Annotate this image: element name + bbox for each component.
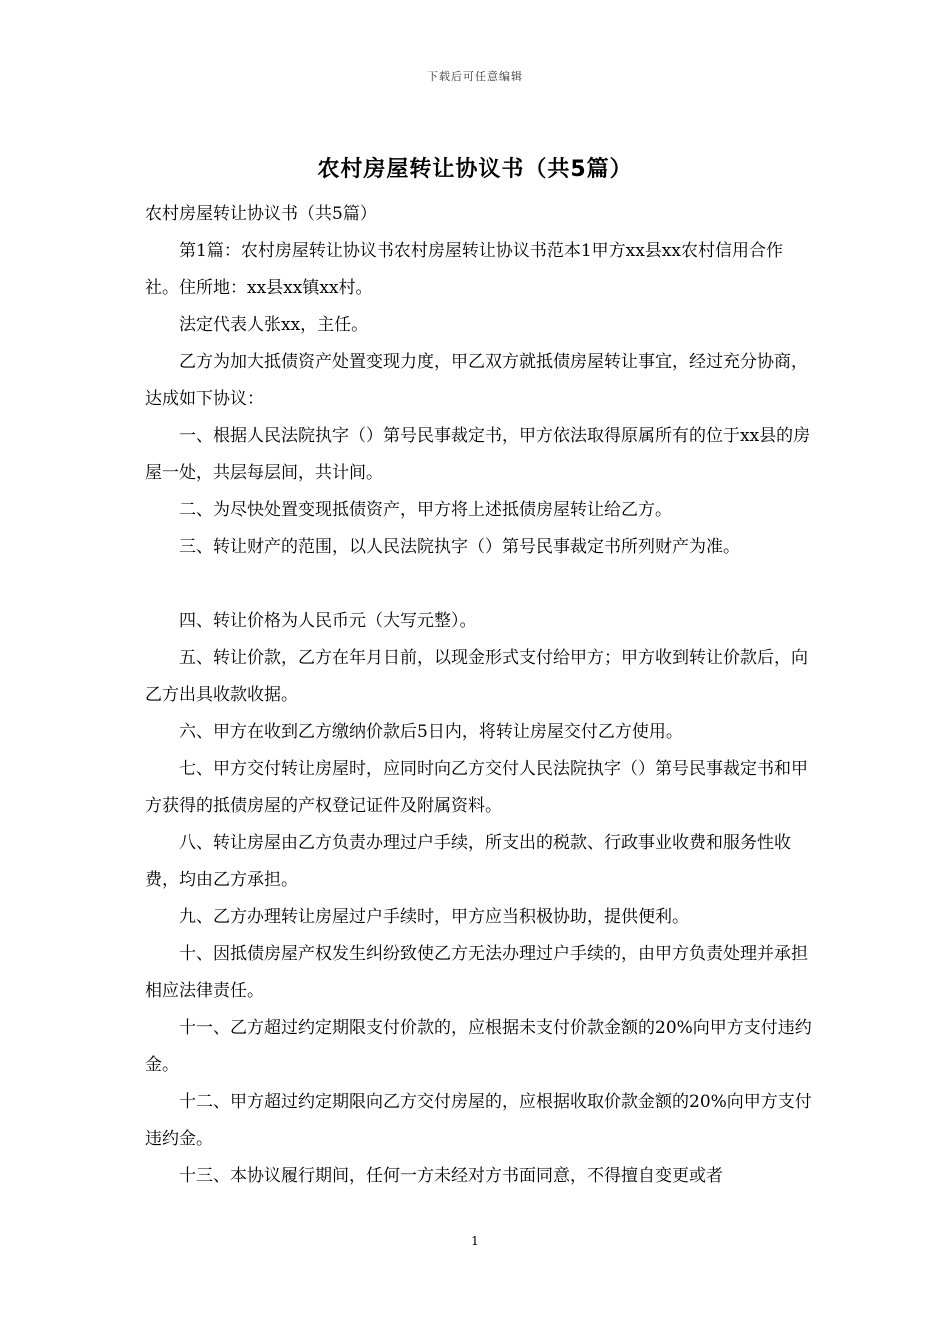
- paragraph-gap: [145, 566, 813, 603]
- document-body: [145, 196, 813, 1195]
- header-note: 下载后可任意编辑: [427, 70, 523, 83]
- paragraph-1: 第1篇：农村房屋转让协议书农村房屋转让协议书范本1甲方xx县xx农村信用合作社。住所地：xx县xx镇xx村。: [145, 241, 783, 298]
- paragraph-7: 四、转让价格为人民币元（大写元整）。: [179, 611, 477, 631]
- paragraph-6: 三、转让财产的范围，以人民法院执字（）第号民事裁定书所列财产为准。: [179, 537, 740, 557]
- paragraph-2: 法定代表人张xx，主任。: [179, 315, 369, 335]
- paragraph-4: 一、根据人民法院执字（）第号民事裁定书，甲方依法取得原属所有的位于xx县的房屋一处，共层每层间，共计间。: [145, 426, 811, 483]
- paragraph-11: 八、转让房屋由乙方负责办理过户手续，所支出的税款、行政事业收费和服务性收费，均由乙方承担。: [145, 833, 791, 890]
- paragraph-3: 乙方为加大抵债资产处置变现力度，甲乙双方就抵债房屋转让事宜，经过充分协商，达成如下协议：: [145, 352, 808, 409]
- paragraph-10: 七、甲方交付转让房屋时，应同时向乙方交付人民法院执字（）第号民事裁定书和甲方获得的抵债房屋的产权登记证件及附属资料。: [145, 759, 808, 816]
- paragraph-13: 十、因抵债房屋产权发生纠纷致使乙方无法办理过户手续的，由甲方负责处理并承担相应法律责任。: [145, 944, 808, 1001]
- document-subtitle: 农村房屋转让协议书（共5篇）: [145, 204, 377, 224]
- paragraph-14: 十一、乙方超过约定期限支付价款的，应根据未支付价款金额的20%向甲方支付违约金。: [145, 1018, 812, 1075]
- paragraph-12: 九、乙方办理转让房屋过户手续时，甲方应当积极协助，提供便利。: [179, 907, 689, 927]
- paragraph-5: 二、为尽快处置变现抵债资产，甲方将上述抵债房屋转让给乙方。: [179, 500, 672, 520]
- document-title: 农村房屋转让协议书（共5篇）: [317, 157, 633, 182]
- page-number: 1: [471, 1234, 479, 1248]
- paragraph-15: 十二、甲方超过约定期限向乙方交付房屋的，应根据收取价款金额的20%向甲方支付违约金。: [145, 1092, 812, 1149]
- paragraph-8: 五、转让价款，乙方在年月日前，以现金形式支付给甲方；甲方收到转让价款后，向乙方出具收款收据。: [145, 648, 808, 705]
- paragraph-9: 六、甲方在收到乙方缴纳价款后5日内，将转让房屋交付乙方使用。: [179, 722, 683, 742]
- paragraph-16: 十三、本协议履行期间，任何一方未经对方书面同意，不得擅自变更或者: [179, 1166, 723, 1186]
